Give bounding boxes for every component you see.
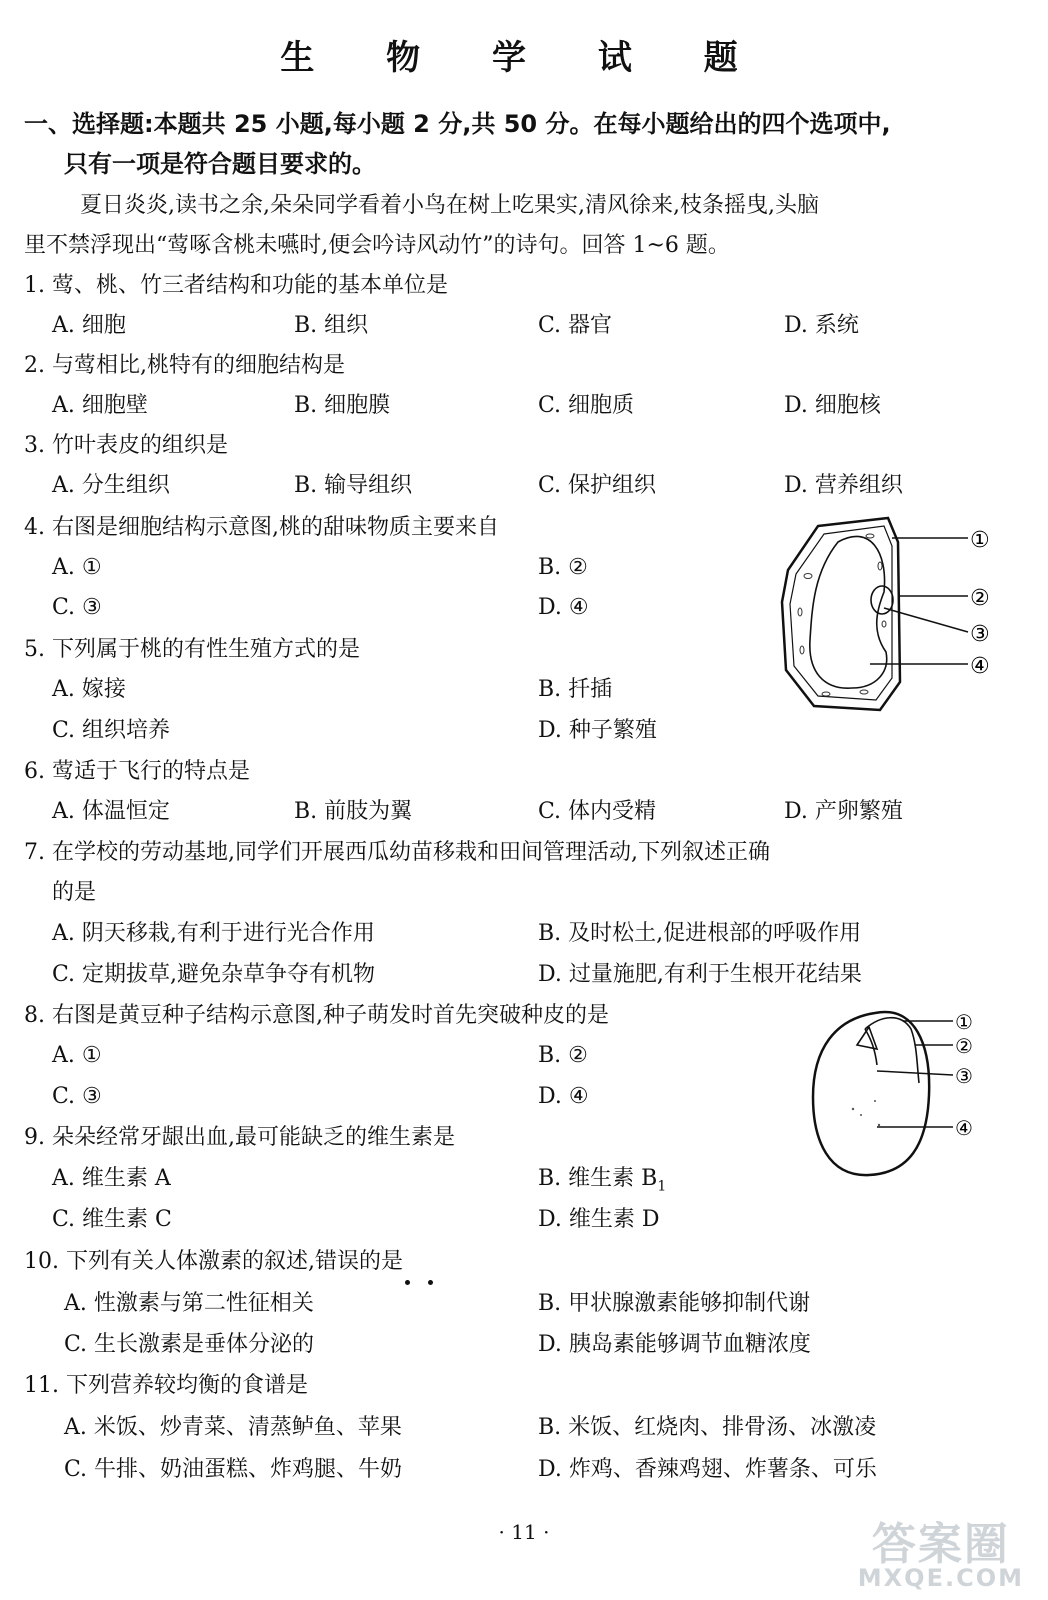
page-title: 生 物 学 试 题 — [280, 38, 768, 78]
question-6-option-d[interactable]: D. 产卵繁殖 — [784, 799, 903, 824]
leader-lines — [877, 1021, 953, 1127]
question-4-option-d[interactable]: D. ④ — [538, 595, 589, 620]
question-5-option-c[interactable]: C. 组织培养 — [52, 718, 171, 743]
watermark-logo — [858, 1508, 1024, 1592]
question-5-stem: 5. 下列属于桃的有性生殖方式的是 — [24, 637, 360, 662]
question-3-option-c[interactable]: C. 保护组织 — [538, 473, 657, 498]
section-heading-line2: 只有一项是符合题目要求的。 — [64, 150, 376, 178]
question-8-option-a[interactable]: A. ① — [52, 1043, 102, 1068]
question-11-option-a[interactable]: A. 米饭、炒青菜、清蒸鲈鱼、苹果 — [64, 1415, 402, 1440]
seed-label-3: ③ — [955, 1064, 973, 1088]
section-heading-line1: 一、选择题:本题共 25 小题,每小题 2 分,共 50 分。在每小题给出的四个选项中, — [24, 110, 891, 138]
cell-label-4: ④ — [970, 654, 990, 679]
question-4-option-a[interactable]: A. ① — [52, 555, 102, 580]
plant-cell-diagram — [780, 512, 1010, 717]
question-1-option-d[interactable]: D. 系统 — [784, 313, 859, 338]
seed-speckles — [852, 1100, 880, 1126]
page-number: · 11 · — [498, 1520, 550, 1544]
question-7-option-a[interactable]: A. 阴天移栽,有利于进行光合作用 — [52, 921, 375, 946]
question-3-option-b[interactable]: B. 输导组织 — [294, 473, 413, 498]
question-4-stem: 4. 右图是细胞结构示意图,桃的甜味物质主要来自 — [24, 515, 499, 540]
question-9-option-c[interactable]: C. 维生素 C — [52, 1207, 172, 1232]
cytoplasm-granules — [798, 534, 886, 696]
question-6-stem: 6. 莺适于飞行的特点是 — [24, 759, 250, 784]
question-1-option-a[interactable]: A. 细胞 — [52, 313, 126, 338]
question-5-option-b[interactable]: B. 扦插 — [538, 677, 613, 702]
question-3-option-d[interactable]: D. 营养组织 — [784, 473, 903, 498]
question-7-option-d[interactable]: D. 过量施肥,有利于生根开花结果 — [538, 962, 862, 987]
question-6-option-c[interactable]: C. 体内受精 — [538, 799, 657, 824]
question-6-option-b[interactable]: B. 前肢为翼 — [294, 799, 413, 824]
question-10-option-d[interactable]: D. 胰岛素能够调节血糖浓度 — [538, 1332, 811, 1357]
question-7-option-c[interactable]: C. 定期拔草,避免杂草争夺有机物 — [52, 962, 376, 987]
leader-lines — [870, 538, 968, 664]
question-8-stem: 8. 右图是黄豆种子结构示意图,种子萌发时首先突破种皮的是 — [24, 1003, 609, 1028]
intro-paragraph — [24, 186, 1024, 266]
question-7-stem-line2: 的是 — [52, 880, 97, 905]
question-2-stem: 2. 与莺相比,桃特有的细胞结构是 — [24, 353, 345, 378]
seed-label-2: ② — [955, 1034, 973, 1058]
seed-label-1: ① — [955, 1010, 973, 1034]
watermark-url: MXQE.COM — [857, 1564, 1024, 1592]
emphasis-dot — [428, 1280, 433, 1285]
question-8-option-c[interactable]: C. ③ — [52, 1084, 102, 1109]
question-1-option-b[interactable]: B. 组织 — [294, 313, 369, 338]
question-9-option-d[interactable]: D. 维生素 D — [538, 1207, 660, 1232]
question-2-option-c[interactable]: C. 细胞质 — [538, 393, 635, 418]
watermark-text: 答案圈 — [871, 1519, 1010, 1570]
question-7-stem: 7. 在学校的劳动基地,同学们开展西瓜幼苗移栽和田间管理活动,下列叙述正确 — [24, 840, 770, 865]
question-4-option-b[interactable]: B. ② — [538, 555, 588, 580]
intro-line2: 里不禁浮现出“莺啄含桃未嚥时,便会吟诗风动竹”的诗句。回答 1~6 题。 — [24, 233, 730, 258]
question-10-option-a[interactable]: A. 性激素与第二性征相关 — [64, 1291, 314, 1316]
question-8-option-b[interactable]: B. ② — [538, 1043, 588, 1068]
section-heading — [24, 104, 1024, 184]
question-9-option-b-subscript: 1 — [657, 1178, 667, 1195]
question-2-option-b[interactable]: B. 细胞膜 — [294, 393, 391, 418]
question-6-option-a[interactable]: A. 体温恒定 — [52, 799, 170, 824]
question-11-option-b[interactable]: B. 米饭、红烧肉、排骨汤、冰激凌 — [538, 1415, 877, 1440]
question-1-option-c[interactable]: C. 器官 — [538, 313, 613, 338]
question-8-option-d[interactable]: D. ④ — [538, 1084, 589, 1109]
seed-coat-outline — [813, 1012, 929, 1175]
question-9-option-a[interactable]: A. 维生素 A — [52, 1166, 171, 1191]
question-4-option-c[interactable]: C. ③ — [52, 595, 102, 620]
vacuole-outline — [810, 536, 887, 688]
cell-label-1: ① — [970, 528, 990, 553]
cell-label-2: ② — [970, 586, 990, 611]
question-11-option-c[interactable]: C. 牛排、奶油蛋糕、炸鸡腿、牛奶 — [64, 1457, 403, 1482]
question-10-option-b[interactable]: B. 甲状腺激素能够抑制代谢 — [538, 1291, 811, 1316]
intro-line1: 夏日炎炎,读书之余,朵朵同学看着小鸟在树上吃果实,清风徐来,枝条摇曳,头脑 — [80, 193, 819, 218]
seed-label-4: ④ — [955, 1116, 973, 1140]
question-7-option-b[interactable]: B. 及时松土,促进根部的呼吸作用 — [538, 921, 862, 946]
emphasis-dot — [405, 1280, 410, 1285]
question-9-stem: 9. 朵朵经常牙龈出血,最可能缺乏的维生素是 — [24, 1125, 455, 1150]
question-11-stem: 11. 下列营养较均衡的食谱是 — [24, 1373, 308, 1398]
question-3-stem: 3. 竹叶表皮的组织是 — [24, 433, 228, 458]
question-1-stem: 1. 莺、桃、竹三者结构和功能的基本单位是 — [24, 273, 448, 298]
question-11-option-d[interactable]: D. 炸鸡、香辣鸡翅、炸薯条、可乐 — [538, 1457, 877, 1482]
cell-label-3: ③ — [970, 622, 990, 647]
question-5-option-d[interactable]: D. 种子繁殖 — [538, 718, 657, 743]
question-10-stem: 10. 下列有关人体激素的叙述,错误的是 — [24, 1249, 403, 1274]
question-10-option-c[interactable]: C. 生长激素是垂体分泌的 — [64, 1332, 315, 1357]
question-2-option-a[interactable]: A. 细胞壁 — [52, 393, 148, 418]
soybean-seed-diagram — [805, 1005, 1015, 1180]
question-5-option-a[interactable]: A. 嫁接 — [52, 677, 126, 702]
question-2-option-d[interactable]: D. 细胞核 — [784, 393, 881, 418]
question-9-option-b-text: B. 维生素 B — [538, 1166, 658, 1191]
question-3-option-a[interactable]: A. 分生组织 — [52, 473, 170, 498]
